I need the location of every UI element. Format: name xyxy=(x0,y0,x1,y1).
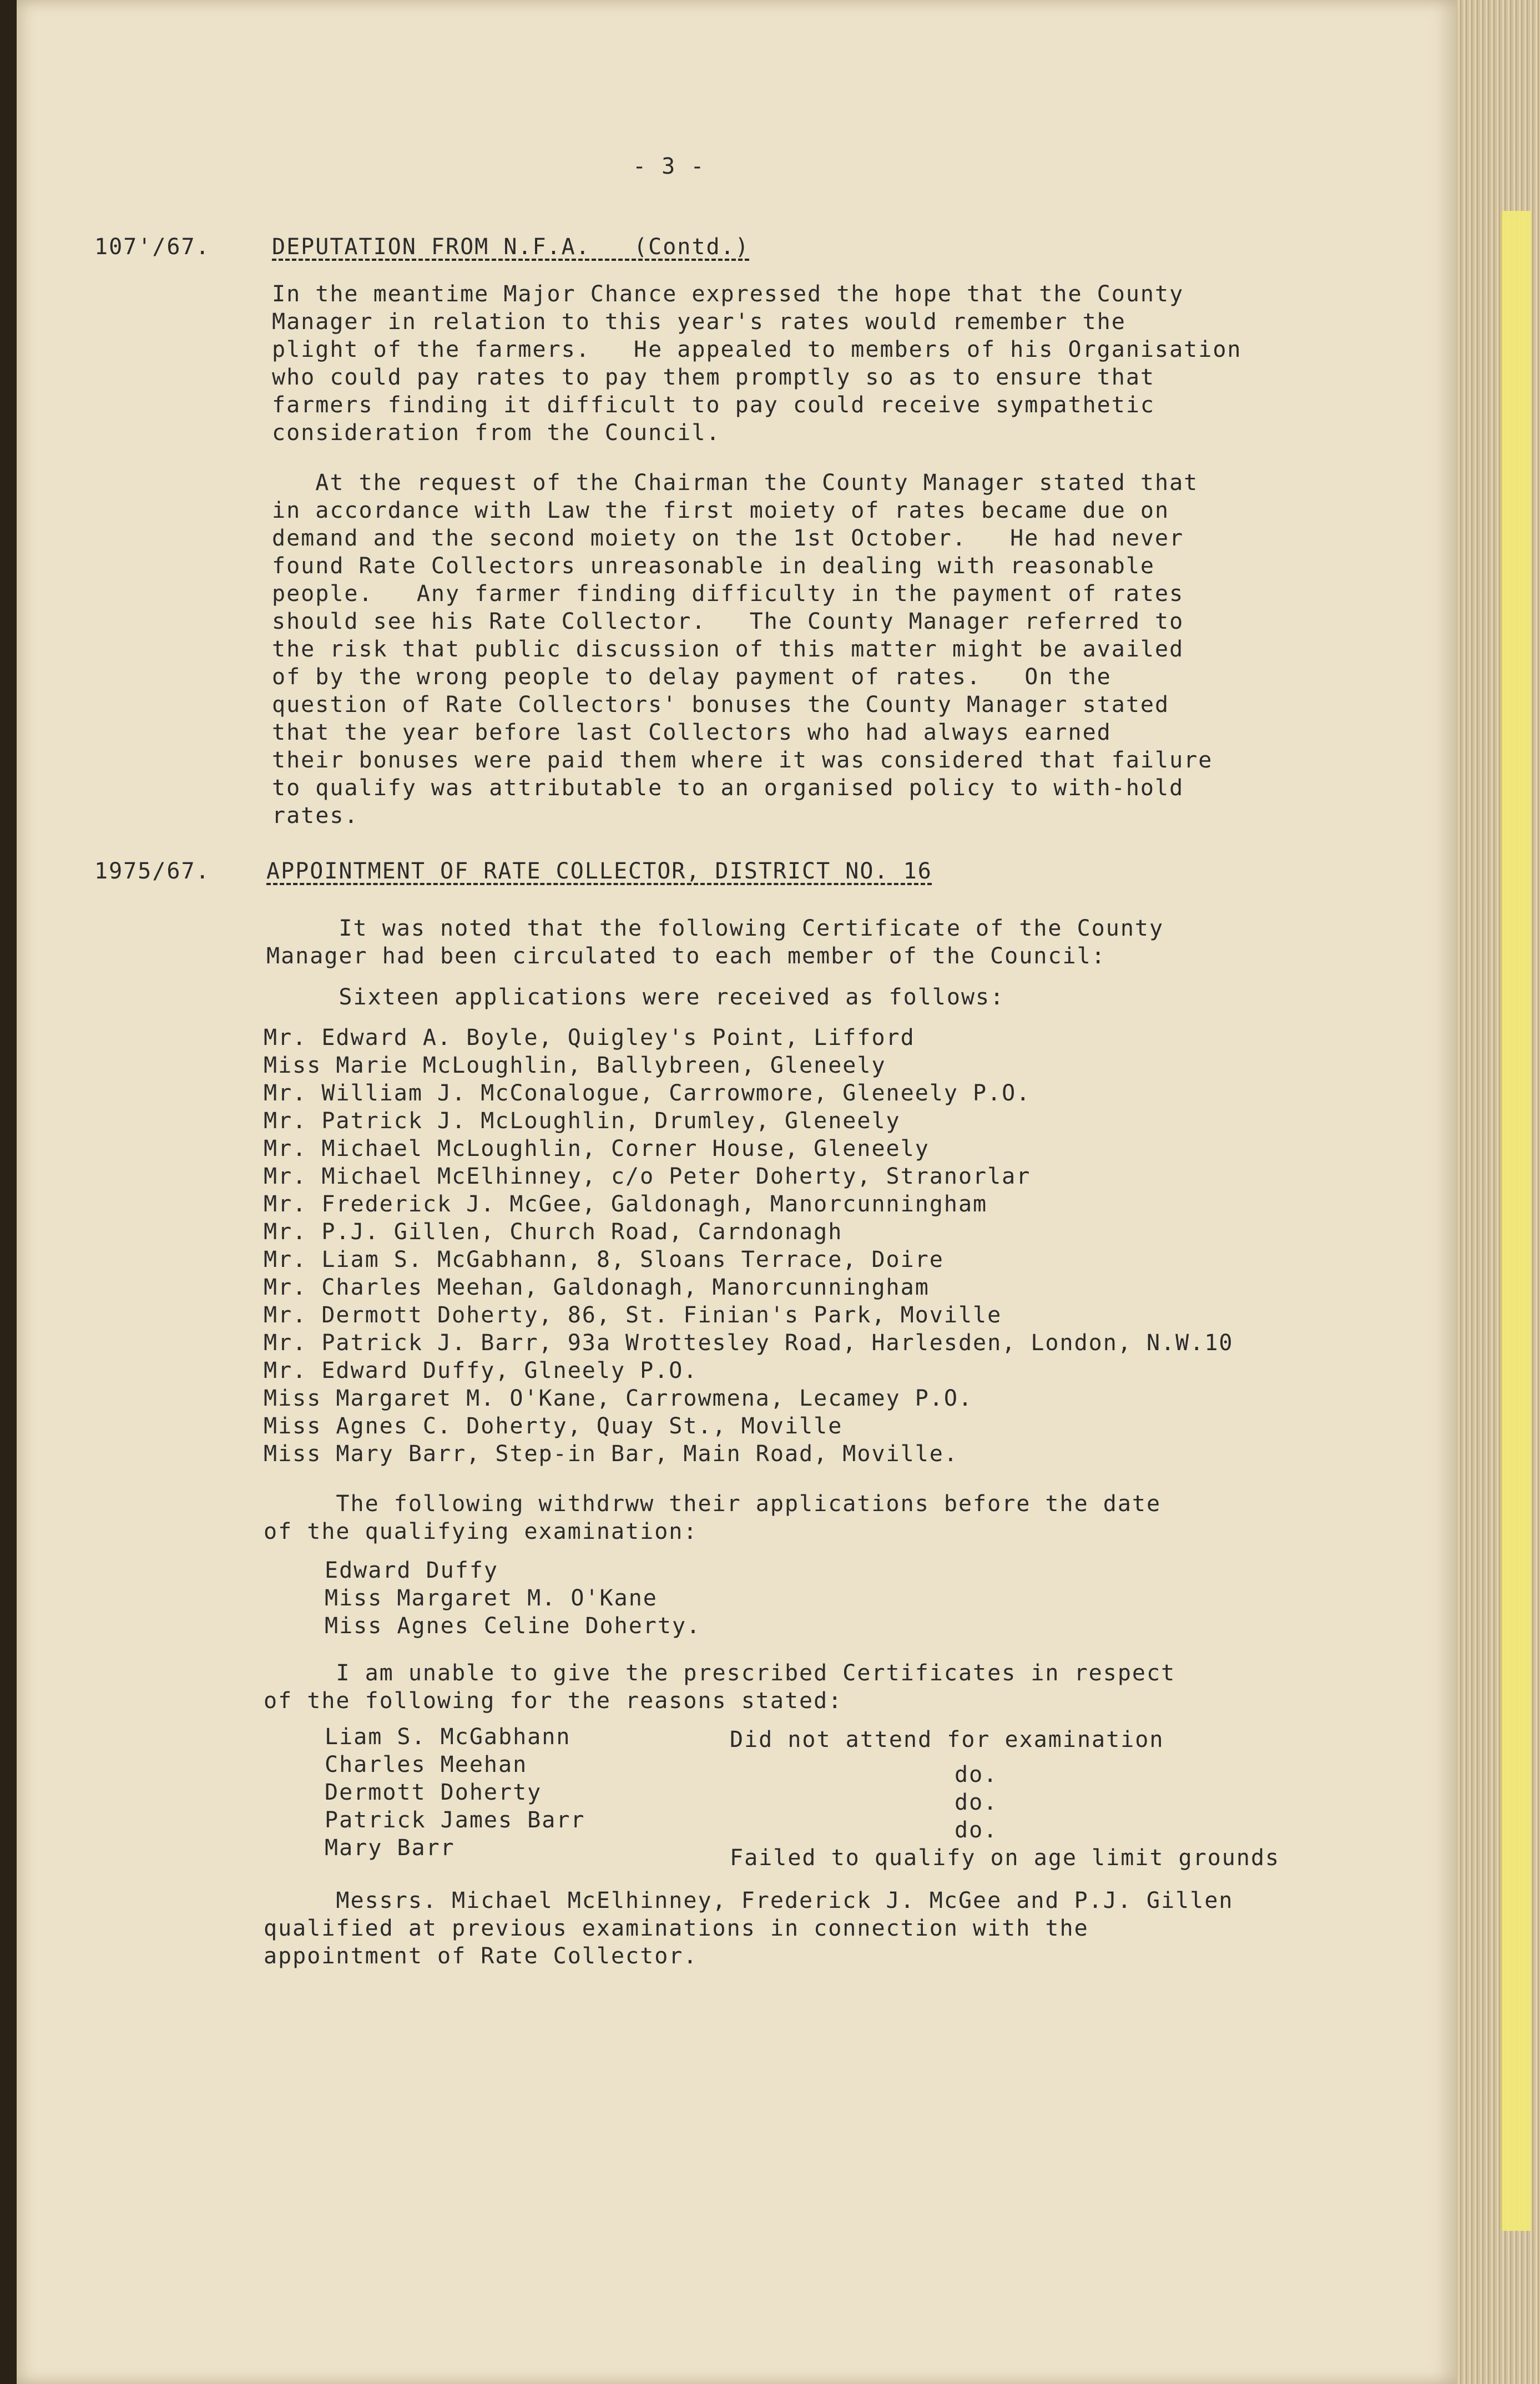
list-item: Mr. Edward Duffy, Glneely P.O. xyxy=(264,1358,698,1383)
closing-paragraph: Messrs. Michael McElhinney, Frederick J. McGee and P.J. Gillen qualified at previous examinations in connection with the appointment of Rate Collector. xyxy=(264,1888,1234,1969)
unable-reason: Failed to qualify on age limit grounds xyxy=(730,1845,1280,1871)
list-item: Miss Marie McLoughlin, Ballybreen, Gleneely xyxy=(264,1053,886,1078)
table-row xyxy=(325,1834,1379,1871)
minute-number-deputation: 107'/67. xyxy=(94,234,210,260)
list-item: Mr. Dermott Doherty, 86, St. Finian's Park, Moville xyxy=(264,1302,1002,1328)
unable-name: Dermott Doherty xyxy=(325,1780,542,1805)
table-row xyxy=(325,1806,1379,1843)
list-item: Mr. William J. McConalogue, Carrowmore, Gleneely P.O. xyxy=(264,1080,1031,1106)
minute-number-appointment: 1975/67. xyxy=(94,858,210,884)
yellow-page-tab xyxy=(1501,211,1531,2231)
unable-name: Charles Meehan xyxy=(325,1752,528,1777)
list-item: Mr. Patrick J. McLoughlin, Drumley, Gleneely xyxy=(264,1108,901,1134)
list-item: Mr. Charles Meehan, Galdonagh, Manorcunningham xyxy=(264,1275,930,1300)
unable-table xyxy=(325,1723,1379,1871)
deputation-paragraph-1: In the meantime Major Chance expressed the hope that the County Manager in relation to this year's rates would remember the plight of the farmers. He appealed to members of his Organisation who could pay rates to pay them promptly so as to ensure that farmers finding it difficult to pay could receive sympathetic consideration from the Council. xyxy=(272,281,1242,446)
unable-reason: do. xyxy=(955,1762,998,1787)
deputation-paragraph-2: At the request of the Chairman the County Manager stated that in accordance with Law the first moiety of rates became due on demand and the second moiety on the 1st October. He had never found Rate Collectors unreasonable in dealing with reasonable people. Any farmer finding difficulty in the payment of rates should see his Rate Collector. The County Manager referred to the risk that public discussion of this matter might be availed of by the wrong people to delay payment of rates. On the question of Rate Collectors' bonuses the County Manager stated that the year before last Collectors who had always earned their bonuses were paid them where it was considered that failure to qualify was attributable to an organised policy to with-hold rates. xyxy=(272,470,1213,829)
unable-name: Mary Barr xyxy=(325,1835,455,1861)
heading-appointment: APPOINTMENT OF RATE COLLECTOR, DISTRICT NO. 16 xyxy=(266,858,932,884)
applications-intro: Sixteen applications were received as follows: xyxy=(266,984,1005,1010)
list-item: Edward Duffy xyxy=(325,1558,498,1583)
applicant-list xyxy=(264,1024,1234,1468)
list-item: Mr. Patrick J. Barr, 93a Wrottesley Road, Harlesden, London, N.W.10 xyxy=(264,1330,1234,1356)
list-item: Miss Agnes C. Doherty, Quay St., Moville xyxy=(264,1413,843,1439)
list-item: Mr. P.J. Gillen, Church Road, Carndonagh xyxy=(264,1219,843,1245)
unable-name: Patrick James Barr xyxy=(325,1807,585,1833)
list-item: Mr. Frederick J. McGee, Galdonagh, Manorcunningham xyxy=(264,1191,988,1217)
list-item: Mr. Edward A. Boyle, Quigley's Point, Lifford xyxy=(264,1025,915,1050)
certificate-intro: It was noted that the following Certificate of the County Manager had been circulated to each member of the Council: xyxy=(266,916,1164,969)
unable-intro: I am unable to give the prescribed Certificates in respect of the following for the reasons stated: xyxy=(264,1660,1176,1714)
table-row xyxy=(325,1751,1379,1787)
list-item: Mr. Michael McElhinney, c/o Peter Doherty, Stranorlar xyxy=(264,1164,1031,1189)
list-item: Miss Mary Barr, Step-in Bar, Main Road, Moville. xyxy=(264,1441,958,1467)
binding-edge xyxy=(0,0,17,2384)
table-row xyxy=(325,1723,1379,1751)
unable-reason: do. xyxy=(955,1790,998,1815)
table-row xyxy=(325,1779,1379,1815)
list-item: Miss Margaret M. O'Kane, Carrowmena, Lecamey P.O. xyxy=(264,1386,973,1411)
heading-deputation: DEPUTATION FROM N.F.A. (Contd.) xyxy=(272,234,750,260)
page-number: - 3 - xyxy=(633,154,705,179)
list-item: Mr. Michael McLoughlin, Corner House, Gleneely xyxy=(264,1136,930,1161)
list-item: Miss Agnes Celine Doherty. xyxy=(325,1613,701,1639)
withdrew-intro: The following withdrww their applications before the date of the qualifying examination: xyxy=(264,1491,1162,1544)
list-item: Miss Margaret M. O'Kane xyxy=(325,1585,658,1611)
unable-name: Liam S. McGabhann xyxy=(325,1724,571,1750)
unable-reason: do. xyxy=(955,1817,998,1843)
withdrew-list xyxy=(325,1557,701,1640)
unable-reason: Did not attend for examination xyxy=(730,1727,1164,1752)
list-item: Mr. Liam S. McGabhann, 8, Sloans Terrace, Doire xyxy=(264,1247,944,1272)
